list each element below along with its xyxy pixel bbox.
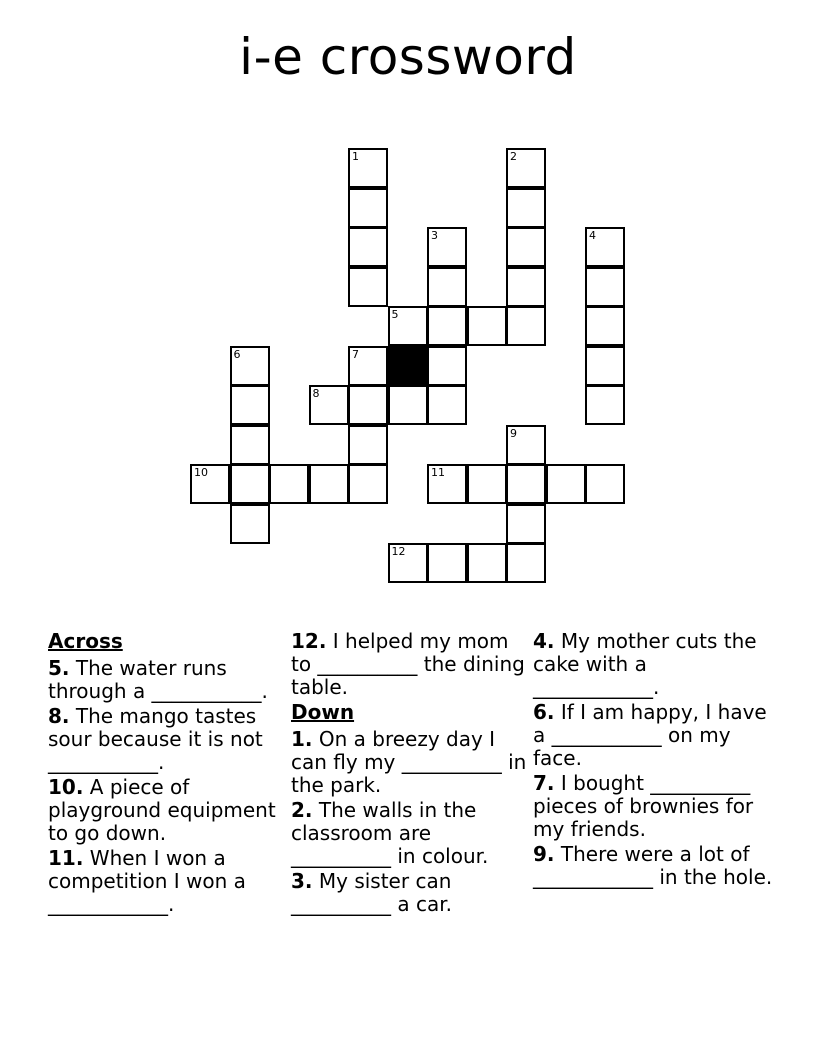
crossword-cell[interactable] — [427, 267, 467, 307]
crossword-cell[interactable] — [309, 464, 349, 504]
clue-text: My mother cuts the cake with a ____________. — [533, 629, 757, 699]
crossword-cell[interactable] — [585, 346, 625, 386]
clue-text: A piece of playground equipment to go down. — [48, 775, 276, 845]
crossword-cell[interactable] — [585, 267, 625, 307]
clue-text: On a breezy day I can fly my __________ in the park. — [291, 727, 527, 797]
clue-label-number: 9. — [533, 842, 555, 866]
clue-text: There were a lot of ____________ in the hole. — [533, 842, 773, 889]
clue-text: If I am happy, I have a ___________ on my face. — [533, 700, 767, 770]
clue-label-number: 10. — [48, 775, 84, 799]
crossword-cell[interactable] — [230, 504, 270, 544]
clue-label-number: 11. — [48, 846, 84, 870]
crossword-cell[interactable] — [427, 464, 467, 504]
clue — [48, 776, 284, 845]
crossword-cell[interactable] — [230, 346, 270, 386]
clue-number: 12 — [391, 545, 406, 558]
down-heading: Down — [291, 700, 355, 724]
crossword-cell[interactable] — [585, 385, 625, 425]
clue — [533, 630, 773, 699]
clue-label-number: 1. — [291, 727, 313, 751]
clue-text: The water runs through a ___________. — [48, 656, 268, 703]
clue-label-number: 3. — [291, 869, 313, 893]
clue-label-number: 12. — [291, 629, 327, 653]
crossword-cell[interactable] — [348, 385, 388, 425]
clue-number: 8 — [312, 387, 320, 400]
clue-label-number: 2. — [291, 798, 313, 822]
crossword-cell[interactable] — [348, 425, 388, 465]
crossword-cell[interactable] — [230, 464, 270, 504]
crossword-cell[interactable] — [388, 306, 428, 346]
crossword-cell[interactable] — [506, 188, 546, 228]
clue-number: 3 — [431, 229, 438, 242]
crossword-cell[interactable] — [427, 227, 467, 267]
crossword-cell[interactable] — [506, 148, 546, 188]
crossword-cell[interactable] — [467, 543, 507, 583]
crossword-cell[interactable] — [230, 425, 270, 465]
crossword-cell[interactable] — [348, 267, 388, 307]
across-heading: Across — [48, 629, 123, 653]
clue-column-2 — [291, 630, 527, 918]
crossword-cell[interactable] — [230, 385, 270, 425]
clue-text: I helped my mom to __________ the dining table. — [291, 629, 525, 699]
crossword-cell[interactable] — [348, 188, 388, 228]
clue — [48, 705, 284, 774]
crossword-cell[interactable] — [348, 148, 388, 188]
clue-number: 10 — [194, 466, 208, 479]
crossword-cell[interactable] — [427, 543, 467, 583]
crossword-cell[interactable] — [467, 464, 507, 504]
black-cell — [388, 346, 428, 386]
clue-label-number: 7. — [533, 771, 555, 795]
crossword-cell[interactable] — [388, 385, 428, 425]
crossword-cell[interactable] — [427, 306, 467, 346]
crossword-cell[interactable] — [190, 464, 230, 504]
crossword-cell[interactable] — [506, 464, 546, 504]
crossword-cell[interactable] — [506, 267, 546, 307]
clue — [533, 701, 773, 770]
page-title: i-e crossword — [239, 28, 577, 86]
crossword-cell[interactable] — [427, 346, 467, 386]
clue-text: I bought __________ pieces of brownies for my friends. — [533, 771, 754, 841]
clue-number: 11 — [431, 466, 445, 479]
clue-label-number: 4. — [533, 629, 555, 653]
clue-number: 6 — [233, 347, 241, 361]
crossword-cell[interactable] — [309, 385, 349, 425]
crossword-cell[interactable] — [585, 227, 625, 267]
crossword-cell[interactable] — [269, 464, 309, 504]
clue-label-number: 6. — [533, 700, 555, 724]
crossword-cell[interactable] — [427, 385, 467, 425]
crossword-cell[interactable] — [388, 543, 428, 583]
clue-text: The walls in the classroom are __________ in colour. — [291, 798, 489, 868]
clue-text: My sister can __________ a car. — [291, 869, 452, 916]
crossword-cell[interactable] — [506, 543, 546, 583]
clue — [291, 728, 527, 797]
crossword-cell[interactable] — [506, 425, 546, 465]
clue — [291, 630, 527, 699]
clue-number: 9 — [510, 426, 517, 440]
clue — [533, 843, 773, 889]
clue — [533, 772, 773, 841]
crossword-cell[interactable] — [546, 464, 586, 504]
clue-column-1 — [48, 630, 284, 918]
clue-text: When I won a competition I won a ____________. — [48, 846, 246, 916]
crossword-cell[interactable] — [348, 227, 388, 267]
clue-number: 5 — [391, 308, 399, 321]
clue-text: The mango tastes sour because it is not ___________. — [48, 704, 263, 774]
crossword-cell[interactable] — [506, 306, 546, 346]
crossword-cell[interactable] — [585, 306, 625, 346]
clue-column-3 — [533, 630, 773, 891]
clue-label-number: 5. — [48, 656, 70, 680]
crossword-cell[interactable] — [348, 464, 388, 504]
crossword-cell[interactable] — [585, 464, 625, 504]
crossword-cell[interactable] — [348, 346, 388, 386]
clue-label-number: 8. — [48, 704, 70, 728]
clue-number: 1 — [352, 150, 359, 163]
clue-number: 7 — [352, 347, 359, 361]
clue — [291, 870, 527, 916]
clue — [48, 657, 284, 703]
clue — [291, 799, 527, 868]
crossword-cell[interactable] — [467, 306, 507, 346]
clue — [48, 847, 284, 916]
crossword-cell[interactable] — [506, 227, 546, 267]
crossword-cell[interactable] — [506, 504, 546, 544]
clue-number: 2 — [510, 150, 517, 163]
clue-number: 4 — [589, 229, 596, 242]
